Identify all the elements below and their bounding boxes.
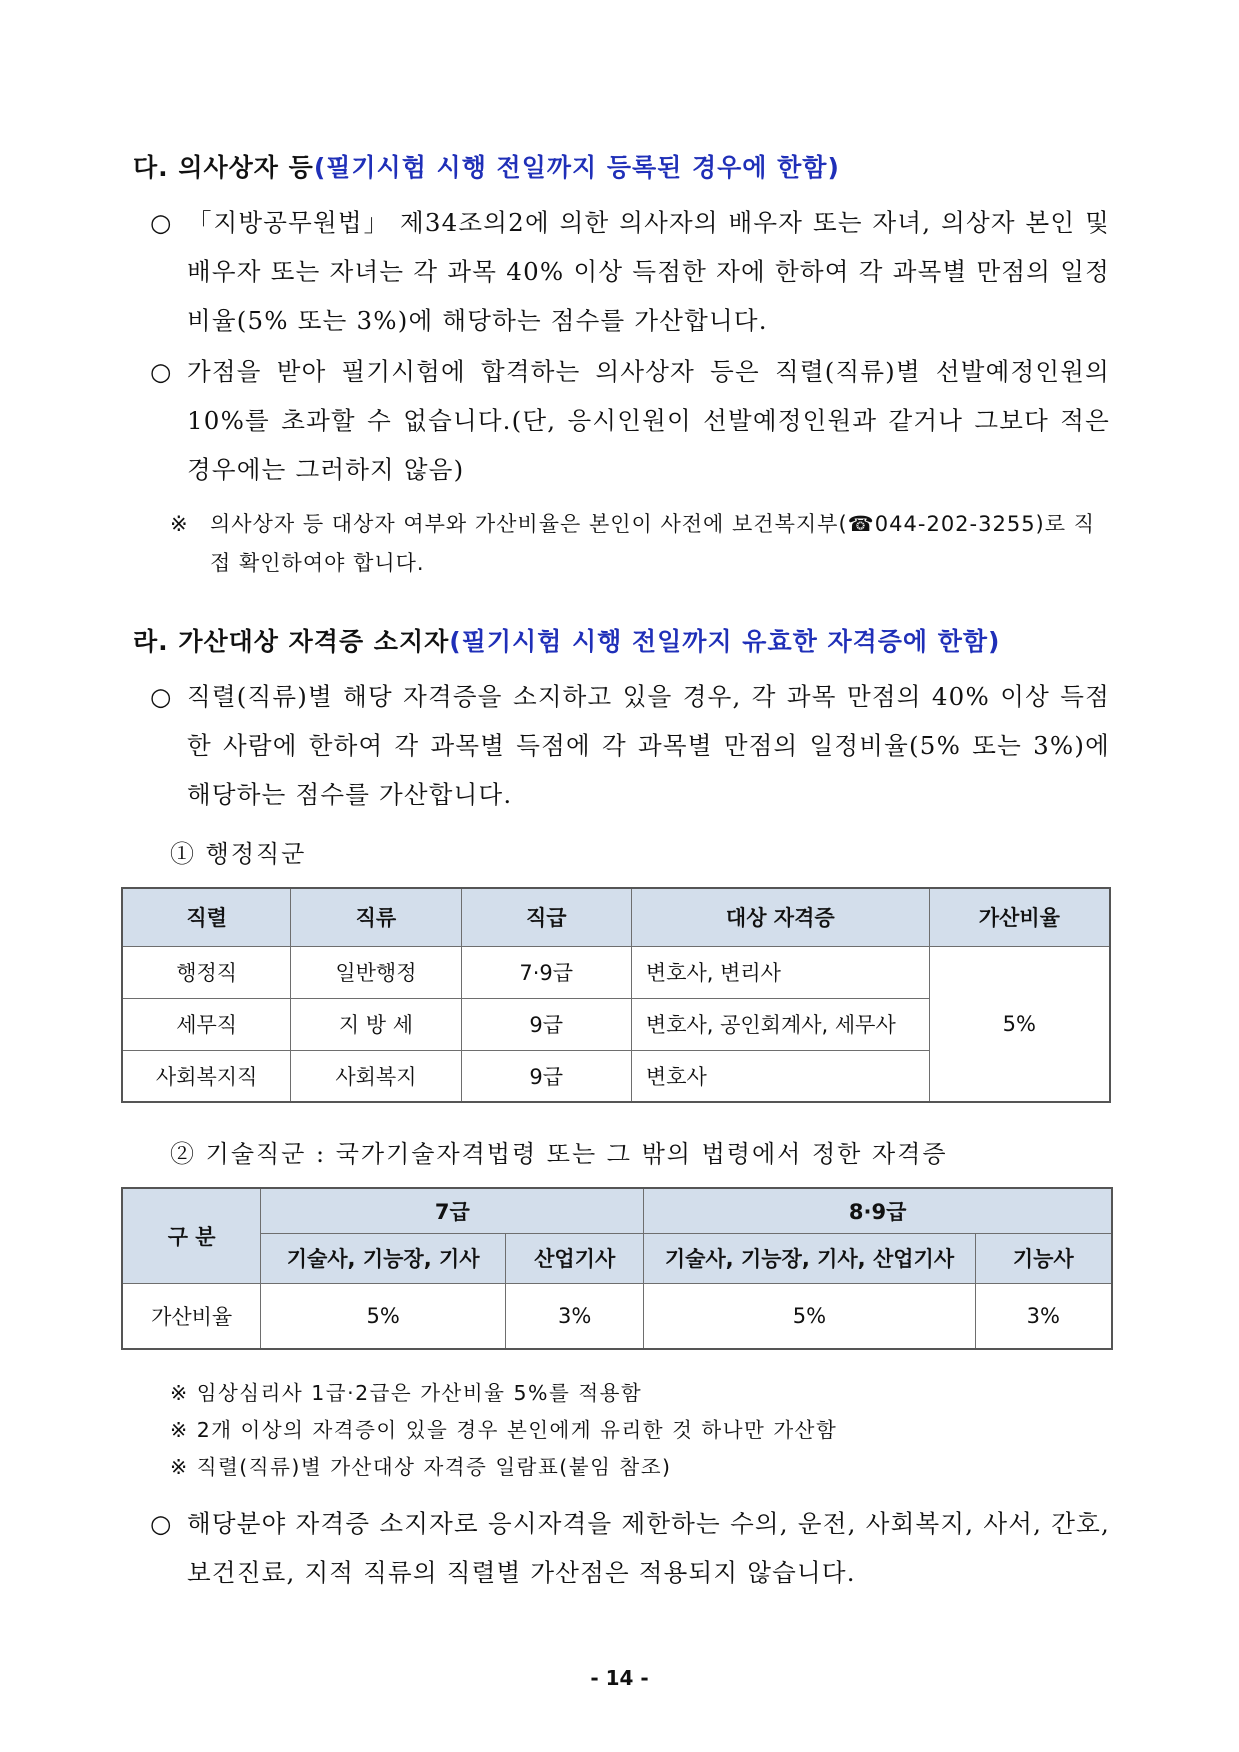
tech-qualification-table [121,1187,1113,1350]
bullet-icon: ○ [150,357,173,386]
table-subheader-row [122,1233,1112,1283]
table-cell: 3% [975,1283,1112,1349]
table-row [122,946,1110,998]
section-ra-bullet-1 [150,672,1110,819]
section-ra-heading [133,622,1001,658]
table-cell: 5% [644,1283,975,1349]
section-da-condition: (필기시험 시행 전일까지 등록된 경우에 한함) [313,153,840,182]
table-cell: 3% [506,1283,644,1349]
group-header: 7급 [261,1188,644,1233]
header-cell: 직급 [461,888,631,946]
note-mark: ※ [170,512,189,536]
table-cell: 지 방 세 [291,998,461,1050]
section-da-title: 다. 의사상자 등 [133,153,314,182]
table-cell: 9급 [461,998,631,1050]
table-header-row [122,1188,1112,1233]
section-da-bullet-1 [150,198,1110,345]
subheader-cell: 기술사, 기능장, 기사, 산업기사 [644,1233,975,1283]
page-number: - 14 - [590,1666,649,1690]
table-cell: 사회복지 [291,1050,461,1102]
section-da-heading [133,148,840,184]
rate-cell: 5% [929,946,1110,1102]
section-ra-title: 라. 가산대상 자격증 소지자 [133,627,450,656]
tech-note-3: ※ 직렬(직류)별 가산대상 자격증 일람표(붙임 참조) [170,1455,672,1479]
bullet-icon: ○ [150,1509,173,1538]
section-da-note [170,505,1115,583]
admin-group-subheading: ① 행정직군 [170,840,307,868]
bullet-icon: ○ [150,682,173,711]
table-cell: 사회복지직 [122,1050,291,1102]
subheader-cell: 기술사, 기능장, 기사 [261,1233,506,1283]
table-cell: 세무직 [122,998,291,1050]
subheader-cell: 산업기사 [506,1233,644,1283]
row-label-cell: 가산비율 [122,1283,261,1349]
section-ra-bullet-2-text: 해당분야 자격증 소지자로 응시자격을 제한하는 수의, 운전, 사회복지, 사서, 간호, 보건진료, 지적 직류의 직렬별 가산점은 적용되지 않습니다. [187,1509,1110,1587]
subheader-cell: 기능사 [975,1233,1112,1283]
section-ra-bullet-1-text: 직렬(직류)별 해당 자격증을 소지하고 있을 경우, 각 과목 만점의 40% 이상 득점한 사람에 한하여 각 과목별 득점에 각 과목별 만점의 일정비율(5% 또는 3%)에 해당하는 점수를 가산합니다. [187,682,1110,809]
section-ra-condition: (필기시험 시행 전일까지 유효한 자격증에 한함) [449,627,1001,656]
header-cell: 직렬 [122,888,291,946]
table-cell: 7·9급 [461,946,631,998]
header-cell: 대상 자격증 [631,888,929,946]
bullet-icon: ○ [150,208,173,237]
header-cell: 가산비율 [929,888,1110,946]
tech-note-2: ※ 2개 이상의 자격증이 있을 경우 본인에게 유리한 것 하나만 가산함 [170,1418,838,1442]
table-cell: 변호사, 변리사 [631,946,929,998]
table-cell: 변호사, 공인회계사, 세무사 [631,998,929,1050]
section-ra-bullet-2 [150,1499,1110,1597]
tech-note-1: ※ 임상심리사 1급·2급은 가산비율 5%를 적용함 [170,1381,643,1405]
table-cell: 9급 [461,1050,631,1102]
corner-header: 구 분 [122,1188,261,1283]
group-header: 8·9급 [644,1188,1112,1233]
section-da-bullet-2 [150,347,1110,494]
header-cell: 직류 [291,888,461,946]
table-cell: 변호사 [631,1050,929,1102]
table-cell: 행정직 [122,946,291,998]
tech-group-subheading: ② 기술직군 : 국가기술자격법령 또는 그 밖의 법령에서 정한 자격증 [170,1140,948,1168]
section-da-note-text: 의사상자 등 대상자 여부와 가산비율은 본인이 사전에 보건복지부(☎044-202-3255)로 직접 확인하여야 합니다. [210,512,1096,575]
table-header-row [122,888,1110,946]
table-cell: 5% [261,1283,506,1349]
section-da-bullet-2-text: 가점을 받아 필기시험에 합격하는 의사상자 등은 직렬(직류)별 선발예정인원의 10%를 초과할 수 없습니다.(단, 응시인원이 선발예정인원과 같거나 그보다 적은 경우에는 그러하지 않음) [187,357,1110,484]
section-da-bullet-1-text: 「지방공무원법」 제34조의2에 의한 의사자의 배우자 또는 자녀, 의상자 본인 및 배우자 또는 자녀는 각 과목 40% 이상 득점한 자에 한하여 각 과목별 만점의 일정비율(5% 또는 3%)에 해당하는 점수를 가산합니다. [187,208,1110,335]
table-cell: 일반행정 [291,946,461,998]
table-row [122,1283,1112,1349]
admin-qualification-table [121,887,1111,1103]
